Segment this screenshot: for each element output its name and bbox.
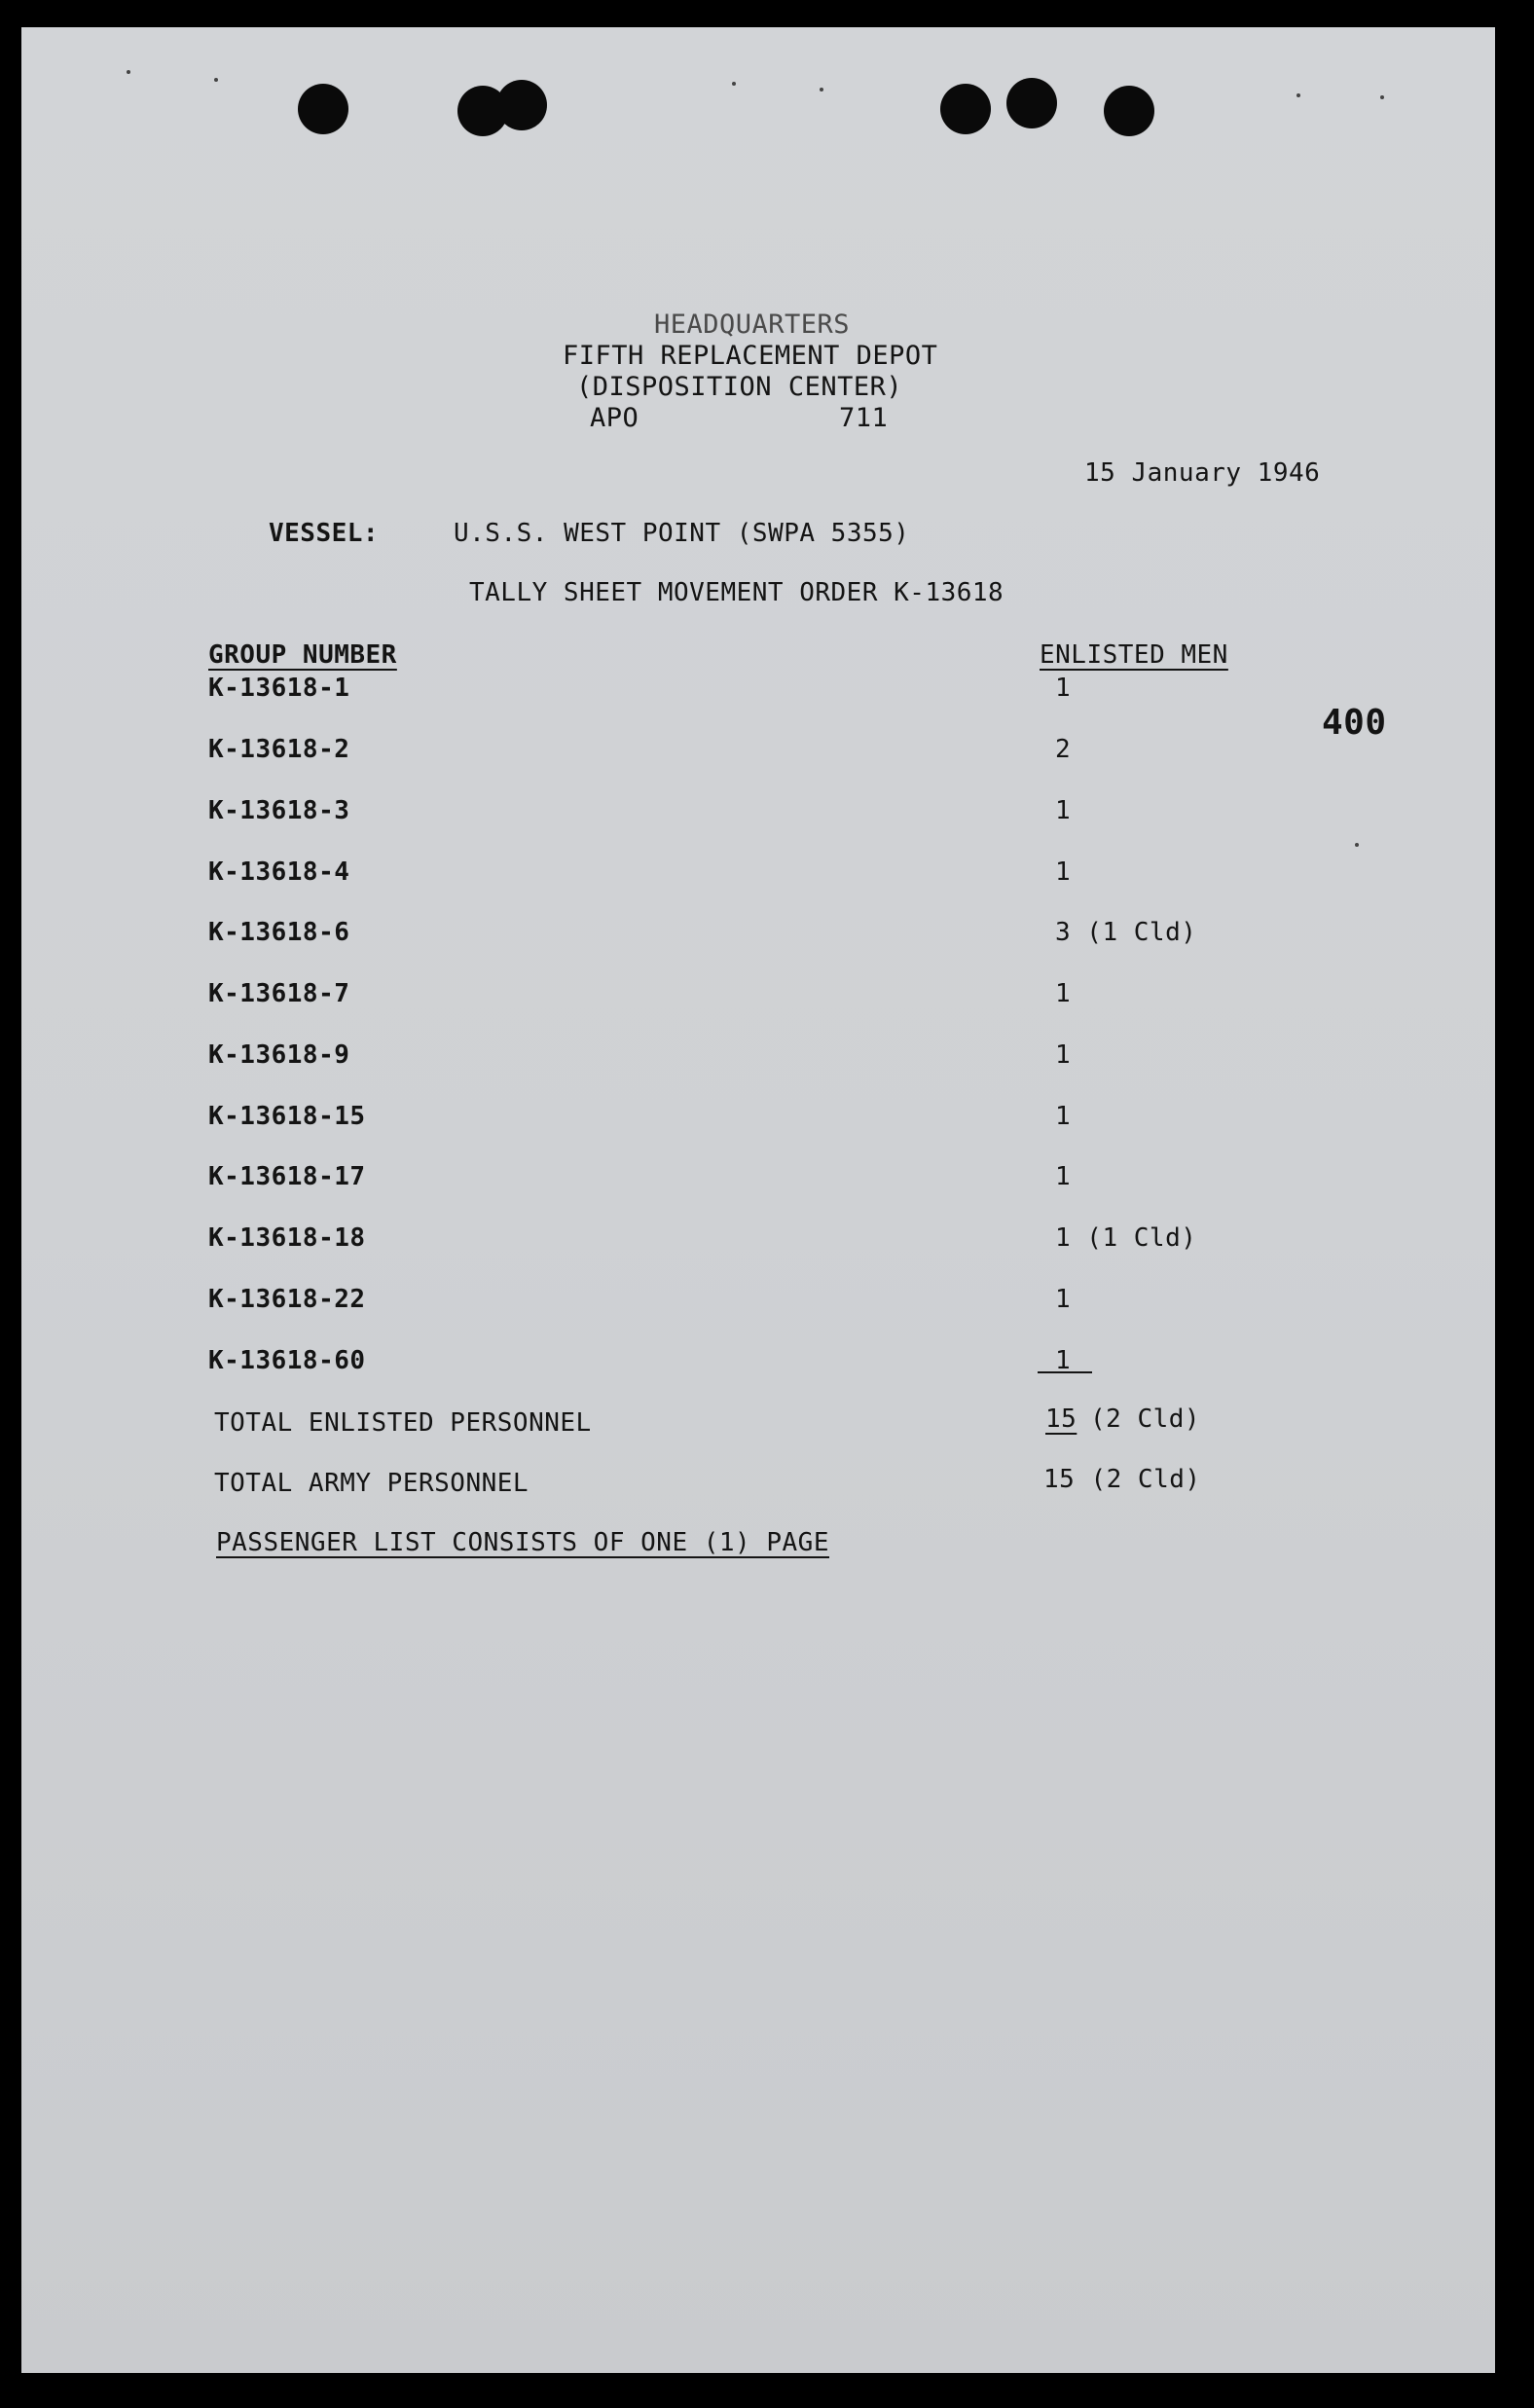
- punch-hole: [1006, 78, 1057, 128]
- row-group: K-13618-6: [208, 918, 350, 947]
- row-count: 1: [1055, 796, 1072, 825]
- speck: [127, 70, 130, 74]
- row-count: 1: [1055, 1285, 1072, 1314]
- header-apo-number: 711: [839, 403, 889, 433]
- row-count: 1 (1 Cld): [1055, 1223, 1197, 1253]
- punch-hole: [298, 84, 348, 134]
- row-count: 1: [1055, 1162, 1072, 1191]
- row-count: 1: [1055, 674, 1072, 703]
- header-apo-label: APO: [590, 403, 639, 433]
- header-line-1: HEADQUARTERS: [654, 310, 851, 340]
- row-count: 1: [1055, 1102, 1072, 1131]
- speck: [214, 78, 218, 82]
- punch-hole: [496, 80, 547, 130]
- document-date: 15 January 1946: [1084, 458, 1321, 488]
- column-header-count: ENLISTED MEN: [1040, 640, 1228, 670]
- row-group: K-13618-17: [208, 1162, 366, 1191]
- document-page: [21, 27, 1495, 2373]
- punch-hole: [1104, 86, 1154, 136]
- row-count: 1: [1055, 857, 1072, 887]
- row-group: K-13618-1: [208, 674, 350, 703]
- row-group: K-13618-22: [208, 1285, 366, 1314]
- row-group: K-13618-15: [208, 1102, 366, 1131]
- vessel-label: VESSEL:: [269, 519, 380, 548]
- row-group: K-13618-4: [208, 857, 350, 887]
- speck: [732, 82, 736, 86]
- row-count: 3 (1 Cld): [1055, 918, 1197, 947]
- header-line-3: (DISPOSITION CENTER): [576, 372, 903, 402]
- tally-sheet-title: TALLY SHEET MOVEMENT ORDER K-13618: [469, 578, 1004, 607]
- row-count: 1: [1055, 979, 1072, 1008]
- punch-hole: [940, 84, 991, 134]
- row-group: K-13618-18: [208, 1223, 366, 1253]
- total-enlisted-note: (2 Cld): [1090, 1405, 1201, 1434]
- total-army-value: 15 (2 Cld): [1043, 1465, 1201, 1494]
- total-enlisted-value: 15: [1045, 1405, 1077, 1434]
- row-group: K-13618-3: [208, 796, 350, 825]
- margin-number: 400: [1322, 703, 1387, 743]
- header-line-2: FIFTH REPLACEMENT DEPOT: [563, 341, 938, 371]
- row-group: K-13618-2: [208, 735, 350, 764]
- row-group: K-13618-7: [208, 979, 350, 1008]
- row-count: 2: [1055, 735, 1072, 764]
- speck: [820, 88, 823, 91]
- row-group: K-13618-60: [208, 1346, 366, 1375]
- row-count: 1: [1055, 1346, 1072, 1375]
- row-group: K-13618-9: [208, 1040, 350, 1070]
- column-header-group: GROUP NUMBER: [208, 640, 397, 670]
- speck: [1380, 95, 1384, 99]
- total-enlisted-label: TOTAL ENLISTED PERSONNEL: [214, 1408, 592, 1438]
- sum-line: [1038, 1371, 1092, 1373]
- passenger-list-note: PASSENGER LIST CONSISTS OF ONE (1) PAGE: [216, 1528, 829, 1557]
- speck: [1297, 93, 1300, 97]
- vessel-value: U.S.S. WEST POINT (SWPA 5355): [454, 519, 910, 548]
- speck: [1355, 843, 1359, 847]
- total-army-label: TOTAL ARMY PERSONNEL: [214, 1469, 530, 1498]
- row-count: 1: [1055, 1040, 1072, 1070]
